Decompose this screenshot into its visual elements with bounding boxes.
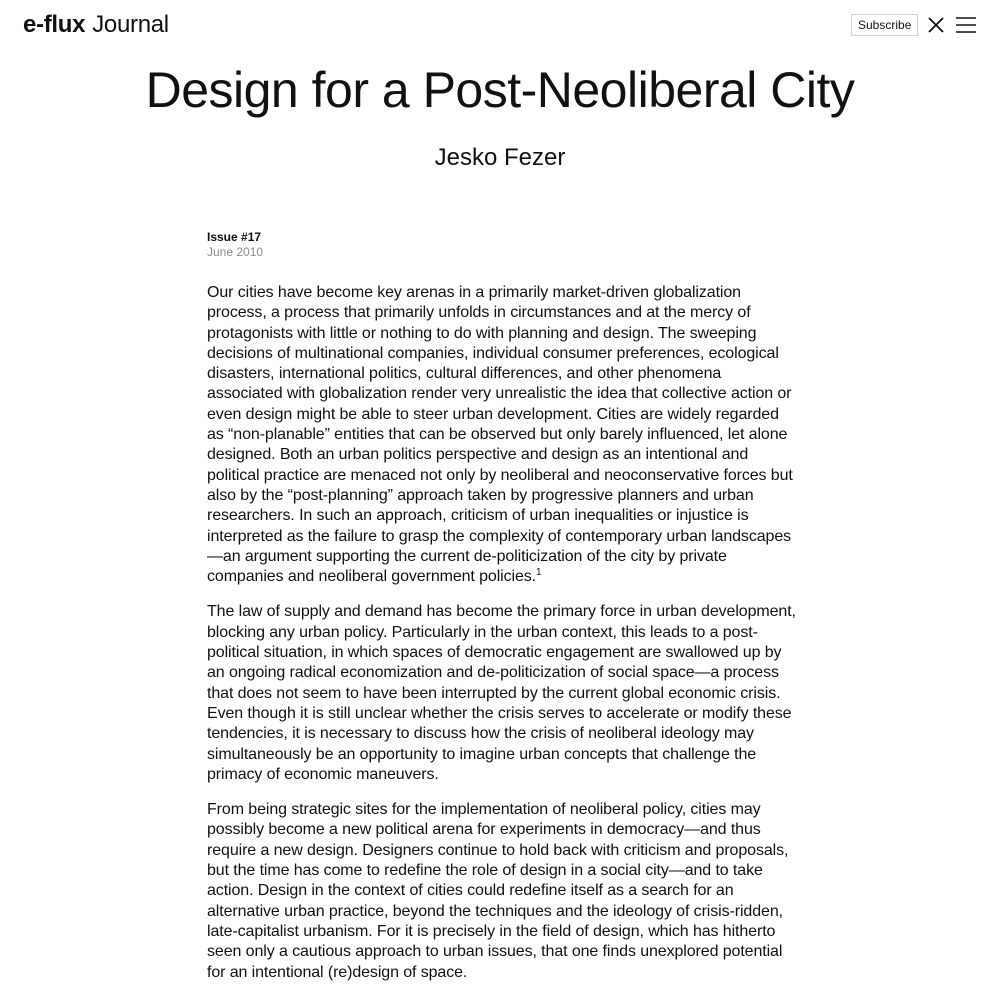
- menu-icon[interactable]: [955, 16, 977, 34]
- article-paragraph: From being strategic sites for the implementation of neoliberal policy, cities may possibly become a new political arena for experiments in democracy—and thus require a new design. Designers continue to hold back with criticism and proposals, but the time has come to redefine the role of design in a social city—and to take action. Design in the context of cities could redefine itself as a search for an alternative urban practice, beyond the techniques and the ideology of crisis-ridden, late-capitalist urbanism. For it is precisely in the field of design, which has hitherto seen only a cautious approach to urban issues, that one finds unexplored potential for an intentional (re)design of space.: [207, 801, 789, 981]
- article-paragraph: The law of supply and demand has become the primary force in urban development, blocking any urban policy. Particularly in the urban context, this leads to a post-political situation, in which spaces of democratic engagement are swallowed up by an ongoing radical economization and de-politicization of social space—a process that does not seem to have been interrupted by the current global economic crisis. Even though it is still unclear whether the crisis serves to accelerate or modify these tendencies, it is necessary to discuss how the crisis of neoliberal ideology may simultaneously be an opportunity to imagine urban concepts that challenge the primacy of economic maneuvers.: [207, 603, 796, 783]
- logo-brand: e-flux: [23, 11, 86, 38]
- subscribe-button[interactable]: Subscribe: [851, 14, 918, 36]
- footnote-ref[interactable]: 1: [536, 567, 542, 579]
- article-title: Design for a Post-Neoliberal City: [145, 62, 855, 118]
- site-header: [0, 0, 1000, 52]
- article-paragraph: [207, 283, 797, 587]
- logo-section: Journal: [92, 11, 169, 38]
- paragraph-text: Our cities have become key arenas in a primarily market-driven globalization process, a process that primarily unfolds in circumstances and at the mercy of protagonists with little or nothing to do with planning and design. The sweeping decisions of multinational companies, individual consumer preferences, ecological disasters, international politics, cultural differences, and other phenomena associated with globalization render very unrealistic the idea that collective action or even design might be able to steer urban development. Cities are widely regarded as “non-planable” entities that can be observed but only barely influenced, let alone designed. Both an urban politics perspective and design as an intentional and political practice are menaced not only by neoliberal and neoconservative forces but also by the “post-planning” approach taken by progressive planners and urban researchers. In such an approach, criticism of urban inequalities or injustice is interpreted as the failure to grasp the complexity of contemporary urban landscapes—an argument supporting the current de-politicization of the city by private companies and neoliberal government policies.: [207, 284, 793, 586]
- issue-number[interactable]: Issue #17: [207, 230, 262, 244]
- issue-date: June 2010: [207, 245, 264, 259]
- issue-meta: [207, 230, 263, 260]
- article-author[interactable]: Jesko Fezer: [434, 144, 566, 171]
- site-logo[interactable]: [23, 10, 169, 40]
- article-body: [207, 283, 797, 998]
- close-icon[interactable]: [926, 15, 946, 35]
